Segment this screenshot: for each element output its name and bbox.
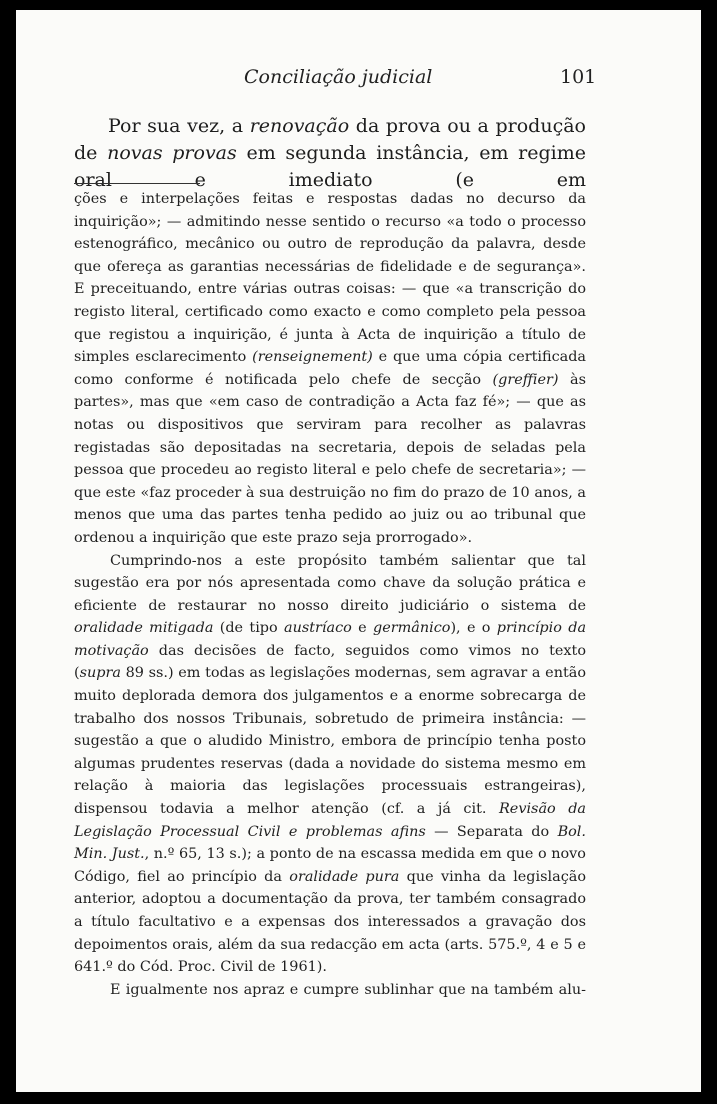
book-page (16, 10, 701, 1092)
text-run: em segunda instância, em regime oral e imediato (e em (74, 142, 586, 191)
text-run: que vinha da legislação anterior, adoptou a documentação da prova, ter também consagrado a título facultativo e a expensas dos interessados a gravação dos depoimentos orais, além da sua redacção em acta (arts. 575.º, 4 e 5 e 641.º do Cód. Proc. Civil de 1961). (74, 868, 586, 976)
italic-run: germânico (373, 620, 451, 637)
italic-run: austríaco (284, 620, 352, 637)
main-text (74, 113, 586, 194)
text-run: às partes», mas que «em caso de contradição a Acta faz fé»; — que as notas ou dispositivos que serviram para recolher as palavras registadas são depositadas na secretaria, depois de seladas pela pessoa que procedeu ao registo literal e pelo chefe de secretaria»; — que este «faz proceder à sua destruição no fim do prazo de 10 anos, a menos que uma das partes tenha pedido ao juiz ou ao tribunal que ordenou a inquirição que este prazo seja prorrogado». (74, 371, 586, 546)
italic-run: Bol. Min. Just. (74, 823, 586, 863)
text-run: da prova ou a produção de (74, 115, 586, 164)
italic-run: (greffier) (492, 371, 559, 388)
text-run: Cumprindo-nos a este propósito também salientar que tal sugestão era por nós apresentada como chave da solução prática e eficiente de restaurar no nosso direito judiciário o sistema de (74, 552, 586, 614)
italic-run: supra (79, 665, 121, 682)
footnote-paragraph-1 (74, 188, 586, 550)
text-run: e (351, 620, 373, 637)
page-number: 101 (560, 66, 597, 88)
footnote-paragraph-2 (74, 550, 586, 979)
italic-run: oralidade pura (289, 868, 400, 885)
italic-run: (renseignement) (252, 349, 373, 366)
main-paragraph (74, 113, 586, 194)
text-run: Por sua vez, a (108, 115, 250, 137)
text-run: das decisões de facto, seguidos como vimos no texto ( (74, 642, 586, 682)
italic-run: princípio da motivação (74, 620, 587, 659)
text-run: (de tipo (213, 620, 284, 637)
italic-run: renovação (249, 115, 350, 137)
text-run: , n.º 65, 13 s.); a ponto de na escassa medida em que o novo Código, fiel ao princípio da (74, 846, 586, 885)
text-run: ), e o (450, 620, 497, 637)
italic-run: oralidade mitigada (74, 620, 214, 637)
text-run: e que uma cópia certificada como conforme é notificada pelo chefe de secção (74, 349, 586, 388)
text-run: ções e interpelações feitas e respostas dadas no decurso da inquirição»; — admitindo nesse sentido o recurso «a todo o processo estenográfico, mecânico ou outro de reprodução da palavra, desde que ofereça as garantias necessárias de fidelidade e de segurança». E preceituando, entre várias outras coisas: — que «a transcrição do registo literal, certificado como exacto e como completo pela pessoa que registou a inquirição, é junta à Acta de inquirição a título de simples esclarecimento (74, 191, 586, 366)
text-run: — Separata do (425, 823, 558, 840)
italic-run: novas provas (107, 142, 237, 164)
footnote-separator (74, 183, 200, 184)
footnote-paragraph-3: E igualmente nos apraz e cumpre sublinhar que na também alu- (110, 981, 586, 998)
footnote (74, 188, 586, 1001)
page-header (16, 66, 701, 96)
running-title: Conciliação judicial (244, 66, 433, 88)
text-run: 89 ss.) em todas as legislações modernas, sem agravar a então muito deplorada demora dos julgamentos e a enorme sobrecarga de trabalho dos nossos Tribunais, sobretudo de primeira instância: — sugestão a que o aludido Ministro, embora de princípio tenha posto algumas prudentes reservas (dada a novidade do sistema mesmo em relação à maioria das legislações processuais estrangeiras), dispensou todavia a melhor atenção (cf. a já cit. (74, 665, 586, 818)
italic-run: Revisão da Legislação Processual Civil e problemas afins (74, 801, 586, 840)
